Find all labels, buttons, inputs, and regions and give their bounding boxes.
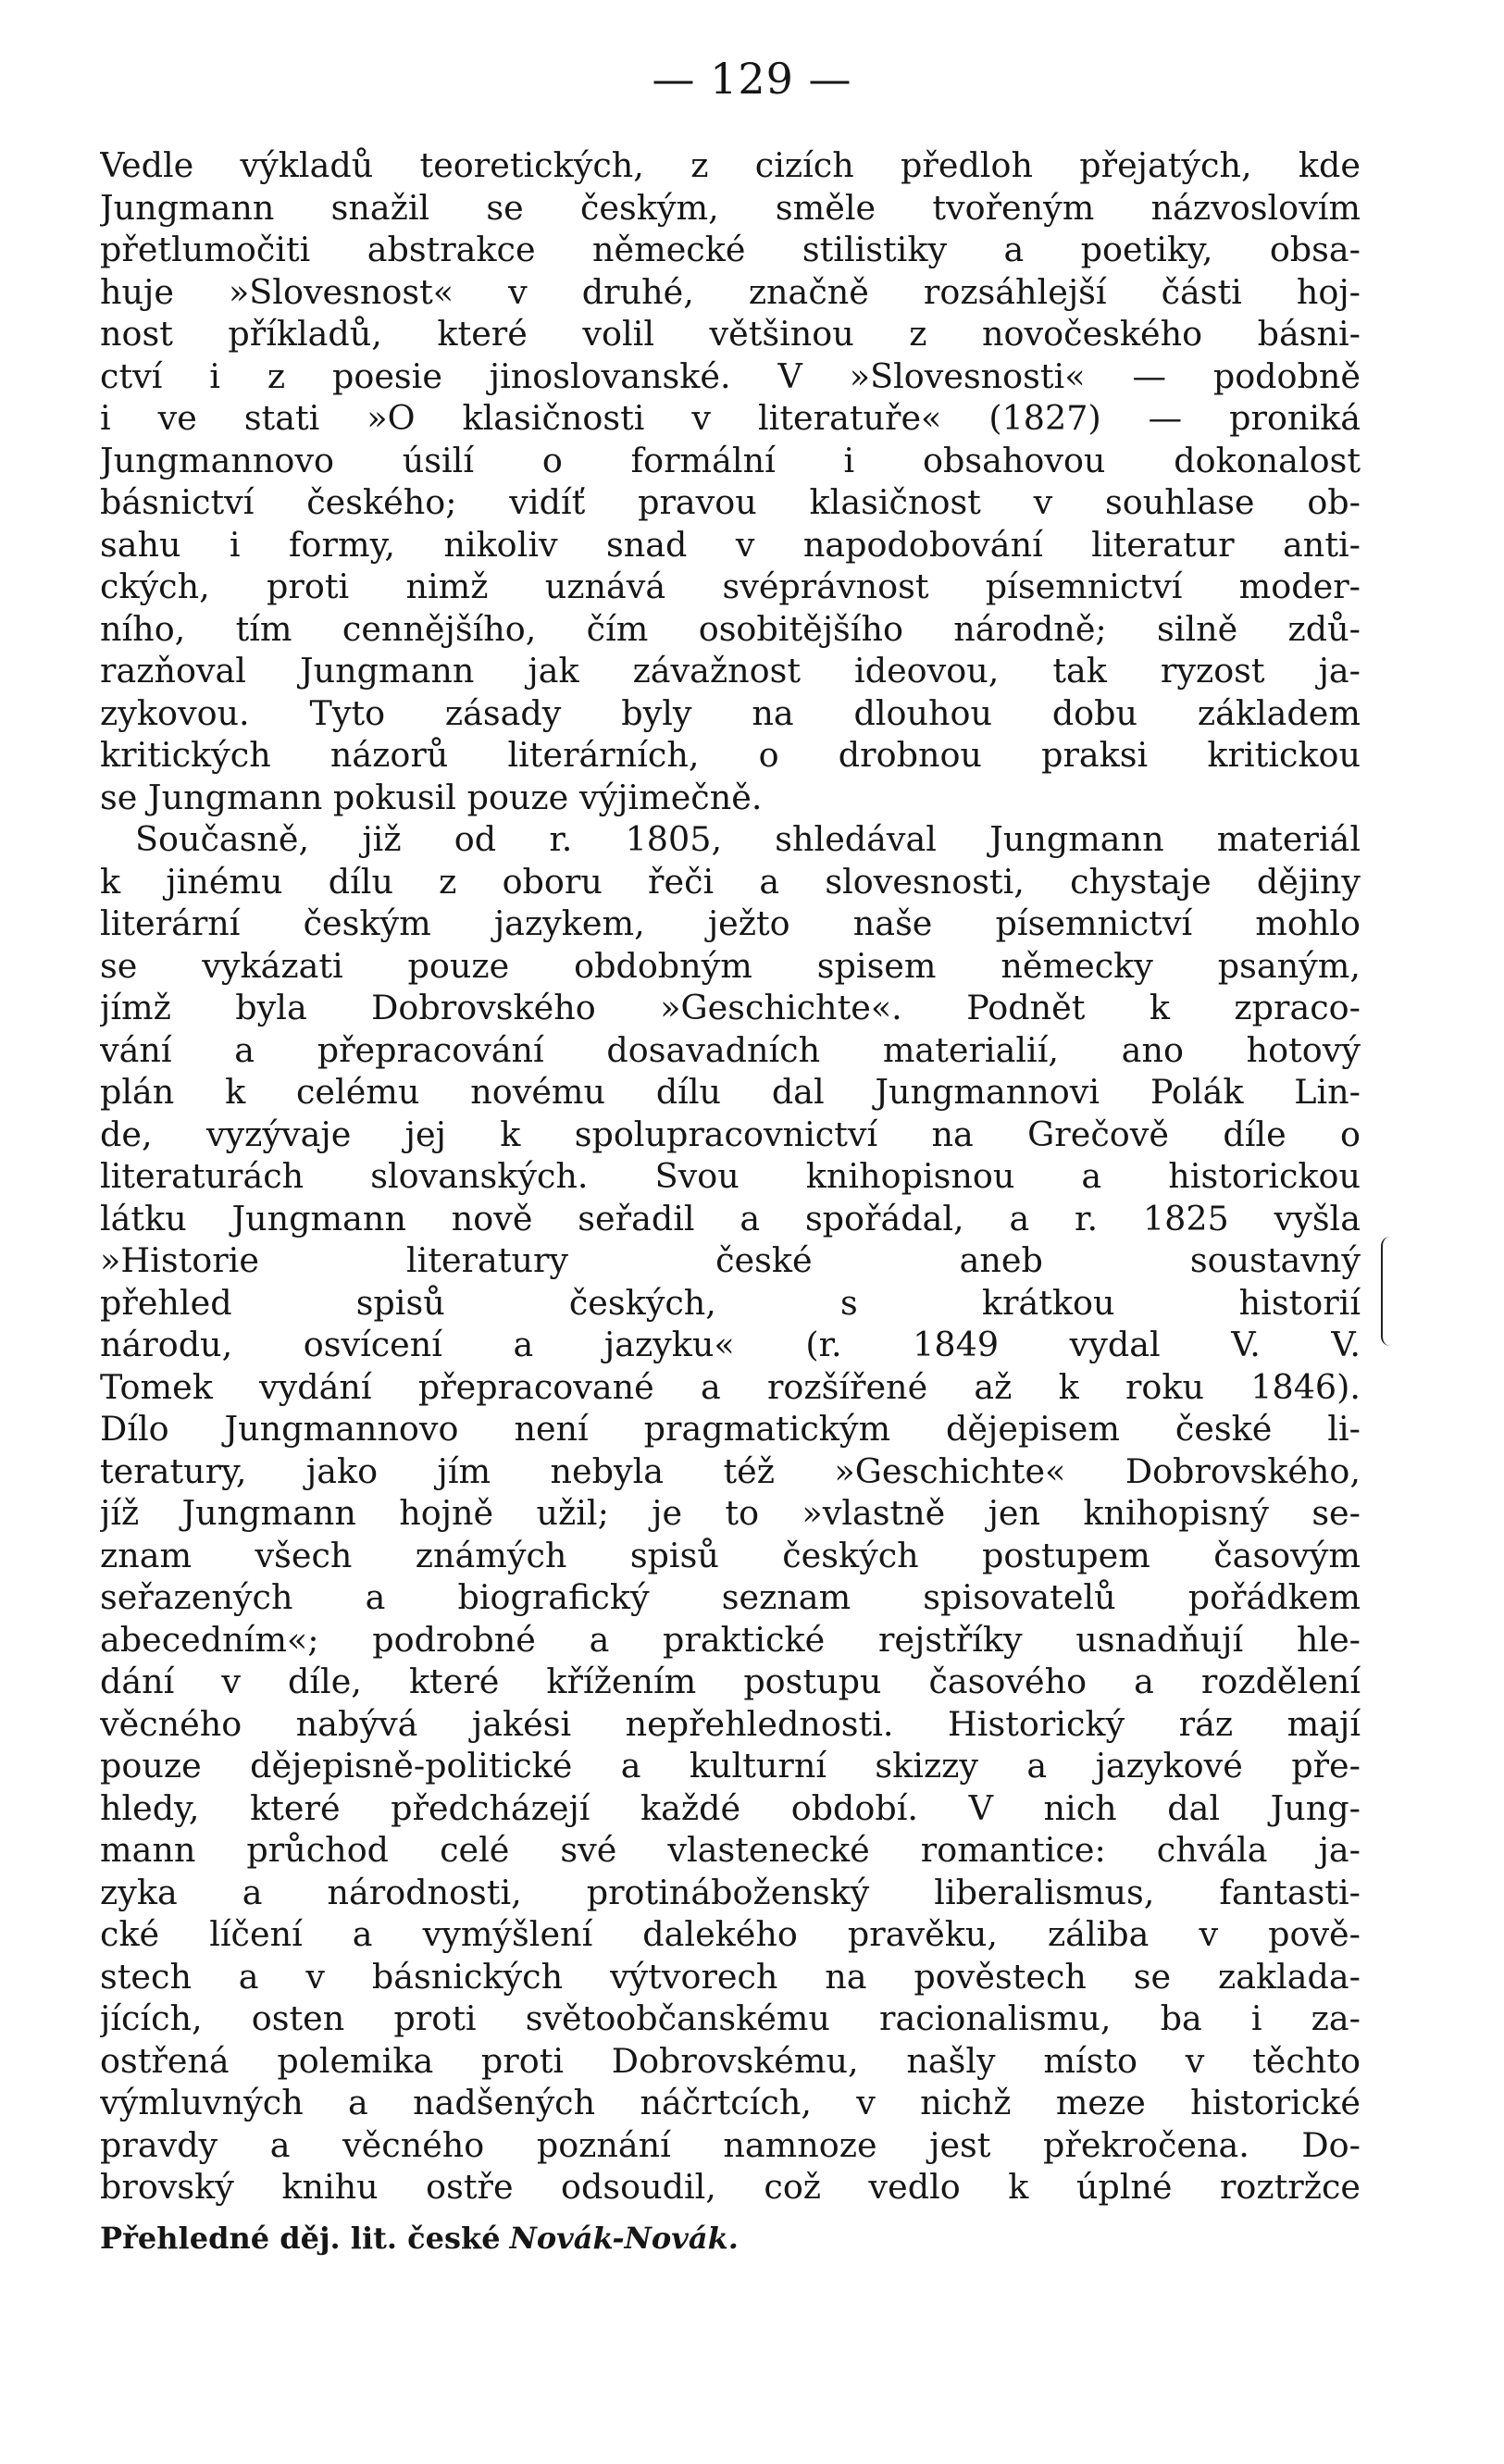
text-line: stech a v básnických výtvorech na pověstech se zaklada-	[100, 1956, 1361, 1997]
text-line: přehled spisů českých, s krátkou historií	[100, 1282, 1361, 1323]
text-line: Jungmannovo úsilí o formální i obsahovou dokonalost	[100, 440, 1361, 480]
text-line: kritických názorů literárních, o drobnou praksi kritickou	[100, 735, 1361, 775]
text-line: »Historie literatury české aneb soustavný	[100, 1240, 1361, 1280]
text-line: věcného nabývá jakési nepřehlednosti. Historický ráz mají	[100, 1703, 1361, 1744]
text-line: ostřená polemika proti Dobrovskému, našly místo v těchto	[100, 2040, 1361, 2081]
text-line: jíž Jungmann hojně užil; je to »vlastně jen knihopisný se-	[100, 1493, 1361, 1533]
text-line: huje »Slovesnost« v druhé, značně rozsáhlejší části hoj-	[100, 271, 1361, 312]
text-line: vání a přepracování dosavadních materialií, ano hotový	[100, 1029, 1361, 1070]
text-line: seřazených a biografický seznam spisovatelů pořádkem	[100, 1577, 1361, 1617]
text-line: dání v díle, které křížením postupu časového a rozdělení	[100, 1661, 1361, 1701]
text-line: se Jungmann pokusil pouze výjimečně.	[100, 777, 763, 817]
text-line: cké líčení a vymýšlení dalekého pravěku, záliba v pově-	[100, 1914, 1361, 1954]
text-line: literární českým jazykem, ježto naše písemnictví mohlo	[100, 903, 1361, 943]
footer-signature	[100, 2221, 739, 2256]
text-line: literaturách slovanských. Svou knihopisnou a historickou	[100, 1156, 1361, 1196]
footer-authors: Novák-Novák.	[509, 2221, 739, 2256]
text-line: Jungmann snažil se českým, směle tvořeným názvoslovím	[100, 187, 1361, 228]
text-line: Současně, již od r. 1805, shledával Jungmann materiál	[135, 819, 1361, 859]
text-line: jících, osten proti světoobčanskému racionalismu, ba i za-	[100, 1998, 1361, 2038]
paragraph	[100, 818, 1361, 2209]
text-line: Dílo Jungmannovo není pragmatickým dějepisem české li-	[100, 1409, 1361, 1449]
text-line: i ve stati »O klasičnosti v literatuře« (1827) — proniká	[100, 398, 1361, 438]
text-line: ctví i z poesie jinoslovanské. V »Slovesnosti« — podobně	[100, 355, 1361, 396]
text-line: hledy, které předcházejí každé období. V nich dal Jung-	[100, 1787, 1361, 1828]
text-line: národu, osvícení a jazyku« (r. 1849 vydal V. V.	[100, 1325, 1361, 1364]
text-line: de, vyzývaje jej k spolupracovnictví na Grečově díle o	[100, 1114, 1361, 1154]
text-line: přetlumočiti abstrakce německé stilistiky a poetiky, obsa-	[100, 230, 1361, 269]
text-line: Tomek vydání přepracované a rozšířené až k roku 1846).	[100, 1366, 1361, 1407]
body-text	[100, 144, 1361, 2209]
text-line: zyka a národnosti, protináboženský liberalismus, fantasti-	[100, 1872, 1361, 1912]
paragraph	[100, 144, 1361, 818]
text-line: nost příkladů, které volil většinou z novočeského básni-	[100, 314, 1361, 354]
text-line: abecedním«; podrobné a praktické rejstříky usnadňují hle-	[100, 1619, 1361, 1660]
text-line: pouze dějepisně-politické a kulturní skizzy a jazykové pře-	[100, 1746, 1361, 1786]
text-line: znam všech známých spisů českých postupem časovým	[100, 1535, 1361, 1575]
text-line: Vedle výkladů teoretických, z cizích předloh přejatých, kde	[100, 145, 1361, 185]
text-line: plán k celému novému dílu dal Jungmannovi Polák Lin-	[100, 1072, 1361, 1112]
footer-title: Přehledné děj. lit. české	[100, 2221, 501, 2256]
text-line: k jinému dílu z oboru řeči a slovesnosti, chystaje dějiny	[100, 861, 1361, 902]
text-line: razňoval Jungmann jak závažnost ideovou, tak ryzost ja-	[100, 651, 1361, 691]
text-line: jímž byla Dobrovského »Geschichte«. Podnět k zpraco-	[100, 988, 1361, 1027]
margin-bracket-mark	[1381, 1237, 1396, 1346]
text-line: zykovou. Tyto zásady byly na dlouhou dobu základem	[100, 692, 1361, 733]
text-line: mann průchod celé své vlastenecké romantice: chvála ja-	[100, 1830, 1361, 1870]
text-line: látku Jungmann nově seřadil a spořádal, a r. 1825 vyšla	[100, 1198, 1361, 1238]
text-line: brovský knihu ostře odsoudil, což vedlo k úplné roztržce	[100, 2167, 1361, 2207]
text-line: teratury, jako jím nebyla též »Geschichte« Dobrovského,	[100, 1450, 1361, 1491]
text-line: sahu i formy, nikoliv snad v napodobování literatur anti-	[100, 524, 1361, 565]
text-line: ckých, proti nimž uznává svéprávnost písemnictví moder-	[100, 566, 1361, 606]
text-line: se vykázati pouze obdobným spisem německy psaným,	[100, 945, 1361, 986]
text-line: pravdy a věcného poznání namnoze jest překročena. Do-	[100, 2124, 1361, 2165]
text-line: básnictví českého; vidíť pravou klasičnost v souhlase ob-	[100, 482, 1361, 522]
text-line: ního, tím cennějšího, čím osobitějšího národně; silně zdů-	[100, 608, 1361, 649]
page-number: — 129 —	[652, 54, 852, 104]
text-line: výmluvných a nadšených náčrtcích, v nichž meze historické	[100, 2083, 1361, 2122]
